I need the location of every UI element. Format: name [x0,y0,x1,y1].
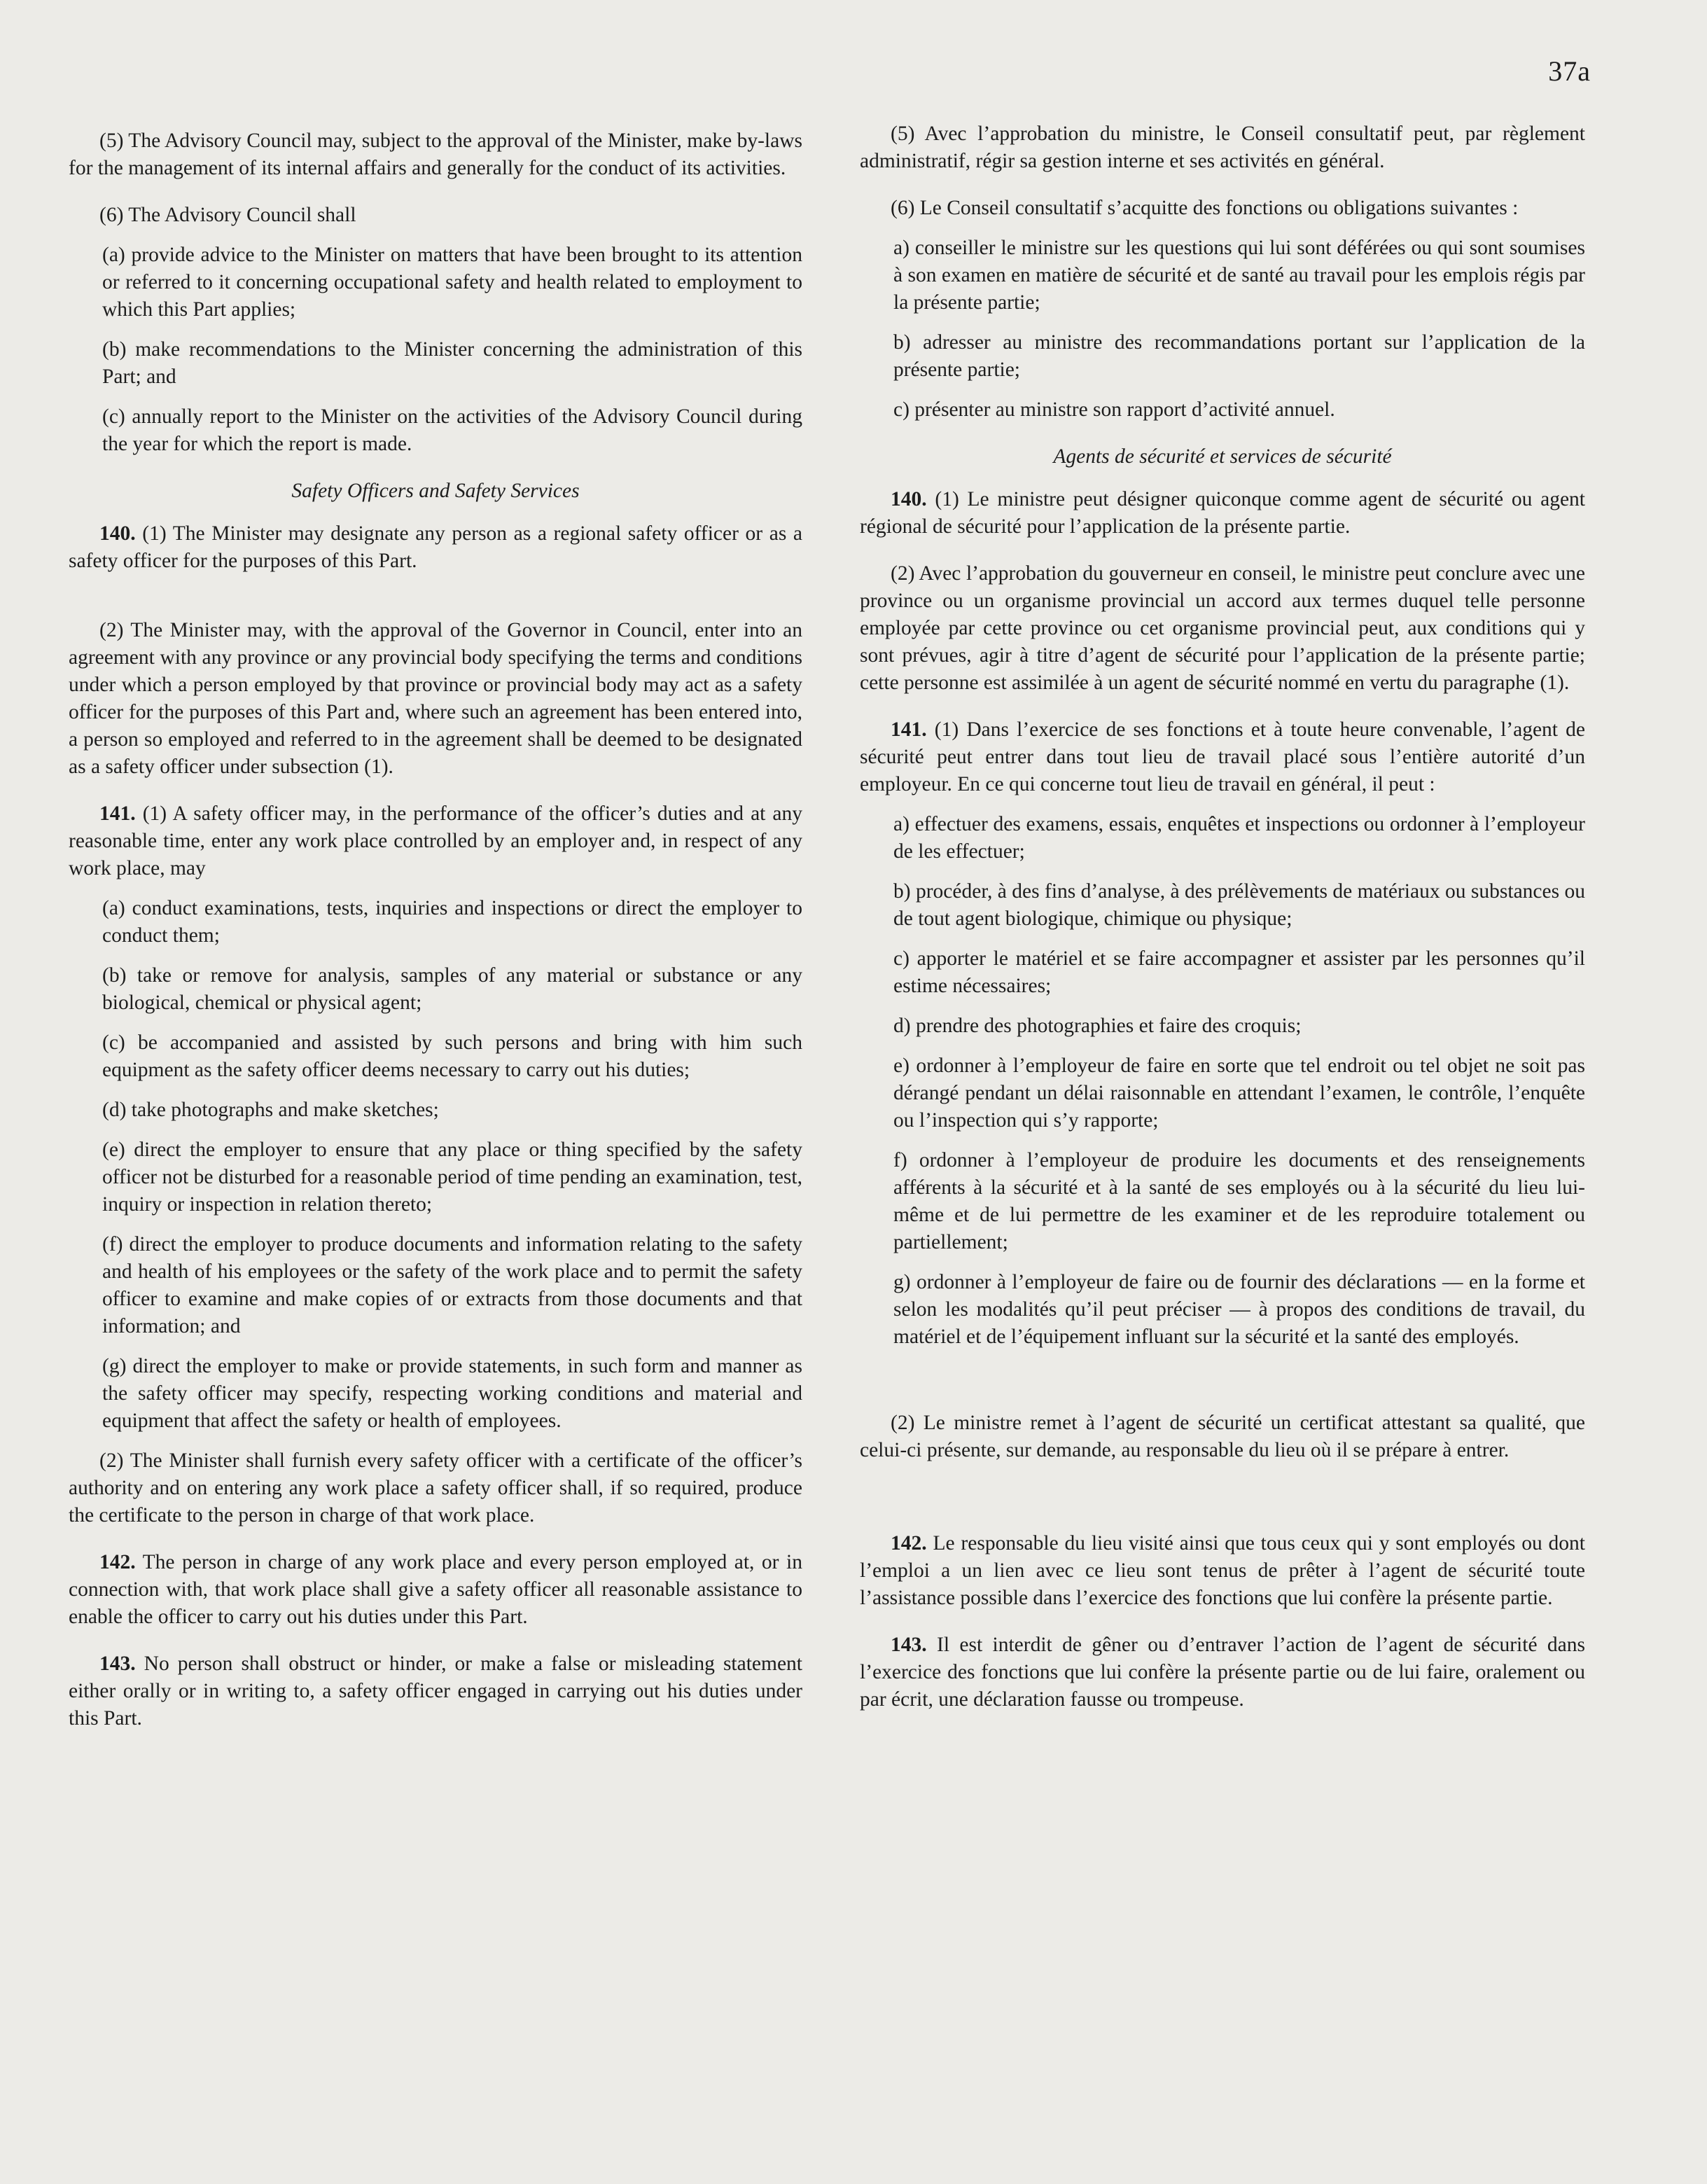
fr-para-6b: b) adresser au ministre des recommandations portant sur l’application de la présente partie; [893,331,1585,381]
page-number: 37a [1548,55,1591,87]
fr-para-141b: b) procéder, à des fins d’analyse, à des prélèvements de matériaux ou substances ou de tout agent biologique, chimique ou physique; [893,880,1585,930]
en-subsection-5: (5) The Advisory Council may, subject to the approval of the Minister, make by-laws for the management of its internal affairs and generally for the conduct of its activities. [69,130,802,179]
french-column [860,120,1585,1733]
fr-section-140-1 [860,486,1585,541]
en-section-140-1 [69,520,802,575]
fr-heading: Agents de sécurité et services de sécurité [1053,445,1392,468]
en-para-141a: (a) conduct examinations, tests, inquiries and inspections or direct the employer to conduct them; [102,897,802,947]
en-section-143 [69,1650,802,1732]
fr-para-141d: d) prendre des photographies et faire des croquis; [893,1015,1302,1037]
fr-para-141g: g) ordonner à l’employeur de faire ou de fournir des déclarations — en la forme et selon les modalités qu’il peut préciser — à propos des conditions de travail, du matériel et de l’équipement influant sur la sécurité et la santé des employés. [893,1271,1585,1348]
en-sec-140-number: 140. [99,522,136,545]
en-para-141d: (d) take photographs and make sketches; [102,1099,439,1121]
fr-para-6a: a) conseiller le ministre sur les questions qui lui sont déférées ou qui sont soumises à son examen en matière de sécurité et de santé au travail pour les emplois régis par la présente partie; [893,237,1585,314]
fr-section-140-2: (2) Avec l’approbation du gouverneur en conseil, le ministre peut conclure avec une province ou un organisme provincial un accord aux termes duquel telle personne employée par cette province ou cet organisme provincial peut, aux conditions qui y sont prévues, agir à titre d’agent de sécurité pour l’application de la présente partie; cette personne est assimilée à un agent de sécurité nommé en vertu du paragraphe (1). [860,562,1585,694]
fr-section-142 [860,1530,1585,1612]
fr-section-141-1 [860,716,1585,798]
fr-section-143 [860,1632,1585,1713]
en-sec-141-number: 141. [99,802,136,825]
fr-para-141f: f) ordonner à l’employeur de produire les documents et des renseignements afférents à la sécurité et à la santé de ses employés ou à la sécurité du lieu lui-même et de lui permettre de les examiner et de les reproduire totalement ou partiellement; [893,1149,1585,1253]
fr-sec-140-number: 140. [891,488,927,510]
en-sec-143-text: No person shall obstruct or hinder, or make a false or misleading statement either orally or in writing to, a safety officer engaged in carrying out his duties under this Part. [69,1653,802,1730]
fr-sec-143-text: Il est interdit de gêner ou d’entraver l’action de l’agent de sécurité dans l’exercice des fonctions que lui confère la présente partie ou de lui faire, oralement ou par écrit, une déclaration fausse ou trompeuse. [860,1634,1585,1711]
fr-section-141-2: (2) Le ministre remet à l’agent de sécurité un certificat attestant sa qualité, que celui-ci présente, sur demande, au responsable du lieu où il se prépare à entrer. [860,1412,1585,1461]
en-para-141g: (g) direct the employer to make or provide statements, in such form and manner as the safety officer may specify, respecting working conditions and material and equipment that affect the safety or health of employees. [102,1355,802,1432]
en-section-140-2: (2) The Minister may, with the approval of the Governor in Council, enter into an agreement with any province or any provincial body specifying the terms and conditions under which a person employed by that province or provincial body may act as a safety officer for the purposes of this Part and, where such an agreement has been entered into, a person so employed and referred to in the agreement shall be deemed to be designated as a safety officer under subsection (1). [69,619,802,778]
en-para-141e: (e) direct the employer to ensure that any place or thing specified by the safety officer not be disturbed for a reasonable period of time pending an examination, test, inquiry or inspection in relation thereto; [102,1139,802,1216]
fr-sec-141-number: 141. [891,718,927,741]
fr-sec-143-number: 143. [891,1634,927,1656]
fr-sec-141-1-text: (1) Dans l’exercice de ses fonctions et à toute heure convenable, l’agent de sécurité peut entrer dans tout lieu de travail placé sous l’entière autorité d’un employeur. En ce qui concerne tout lieu de travail en général, il peut : [860,718,1586,795]
fr-sec-142-text: Le responsable du lieu visité ainsi que tous ceux qui y sont employés ou dont l’emploi a un lien avec ce lieu sont tenus de prêter à l’agent de sécurité toute l’assistance possible dans l’exercice des fonctions que lui confère la présente partie. [860,1532,1586,1609]
fr-para-141e: e) ordonner à l’employeur de faire en sorte que tel endroit ou tel objet ne soit pas dérangé pendant un délai raisonnable en attendant l’examen, le contrôle, l’enquête ou l’inspection qui s’y rapporte; [893,1055,1585,1132]
fr-sec-140-1-text: (1) Le ministre peut désigner quiconque comme agent de sécurité ou agent régional de sécurité pour l’application de la présente partie. [860,488,1586,538]
en-para-6b: (b) make recommendations to the Minister concerning the administration of this Part; and [102,338,802,388]
en-sec-140-1-text: (1) The Minister may designate any person as a regional safety officer or as a safety officer for the purposes of this Part. [69,522,803,572]
en-para-141f: (f) direct the employer to produce documents and information relating to the safety and health of his employees or the safety of the work place and to permit the safety officer to examine and make copies of or extracts from those documents and that information; and [102,1233,802,1337]
fr-sec-142-number: 142. [891,1532,927,1554]
en-sec-143-number: 143. [99,1653,136,1675]
english-column [69,127,802,1752]
en-para-141b: (b) take or remove for analysis, samples of any material or substance or any biological, chemical or physical agent; [102,964,802,1014]
en-section-141-1 [69,800,802,882]
en-sec-142-number: 142. [99,1551,136,1573]
en-subsection-6: (6) The Advisory Council shall [99,204,356,226]
en-section-141-2: (2) The Minister shall furnish every safety officer with a certificate of the officer’s authority and on entering any work place a safety officer shall, if so required, produce the certificate to the person in charge of that work place. [69,1449,802,1526]
en-section-142 [69,1549,802,1631]
fr-para-141a: a) effectuer des examens, essais, enquêtes et inspections ou ordonner à l’employeur de les effectuer; [893,813,1585,863]
en-para-141c: (c) be accompanied and assisted by such persons and bring with him such equipment as the safety officer deems necessary to carry out his duties; [102,1031,802,1081]
en-sec-141-1-text: (1) A safety officer may, in the performance of the officer’s duties and at any reasonable time, enter any work place controlled by an employer and, in respect of any work place, may [69,802,803,879]
en-sec-142-text: The person in charge of any work place and every person employed at, or in connection with, that work place shall give a safety officer all reasonable assistance to enable the officer to carry out his duties under this Part. [69,1551,802,1628]
fr-subsection-6: (6) Le Conseil consultatif s’acquitte des fonctions ou obligations suivantes : [891,197,1519,219]
fr-para-141c: c) apporter le matériel et se faire accompagner et assister par les personnes qu’il estime nécessaires; [893,947,1585,997]
en-para-6c: (c) annually report to the Minister on the activities of the Advisory Council during the year for which the report is made. [102,405,802,455]
en-heading: Safety Officers and Safety Services [291,480,580,502]
en-para-6a: (a) provide advice to the Minister on matters that have been brought to its attention or referred to it concerning occupational safety and health related to employment to which this Part applies; [102,244,802,321]
fr-subsection-5: (5) Avec l’approbation du ministre, le Conseil consultatif peut, par règlement administratif, régir sa gestion interne et ses activités en général. [860,123,1585,172]
fr-para-6c: c) présenter au ministre son rapport d’activité annuel. [893,398,1335,421]
